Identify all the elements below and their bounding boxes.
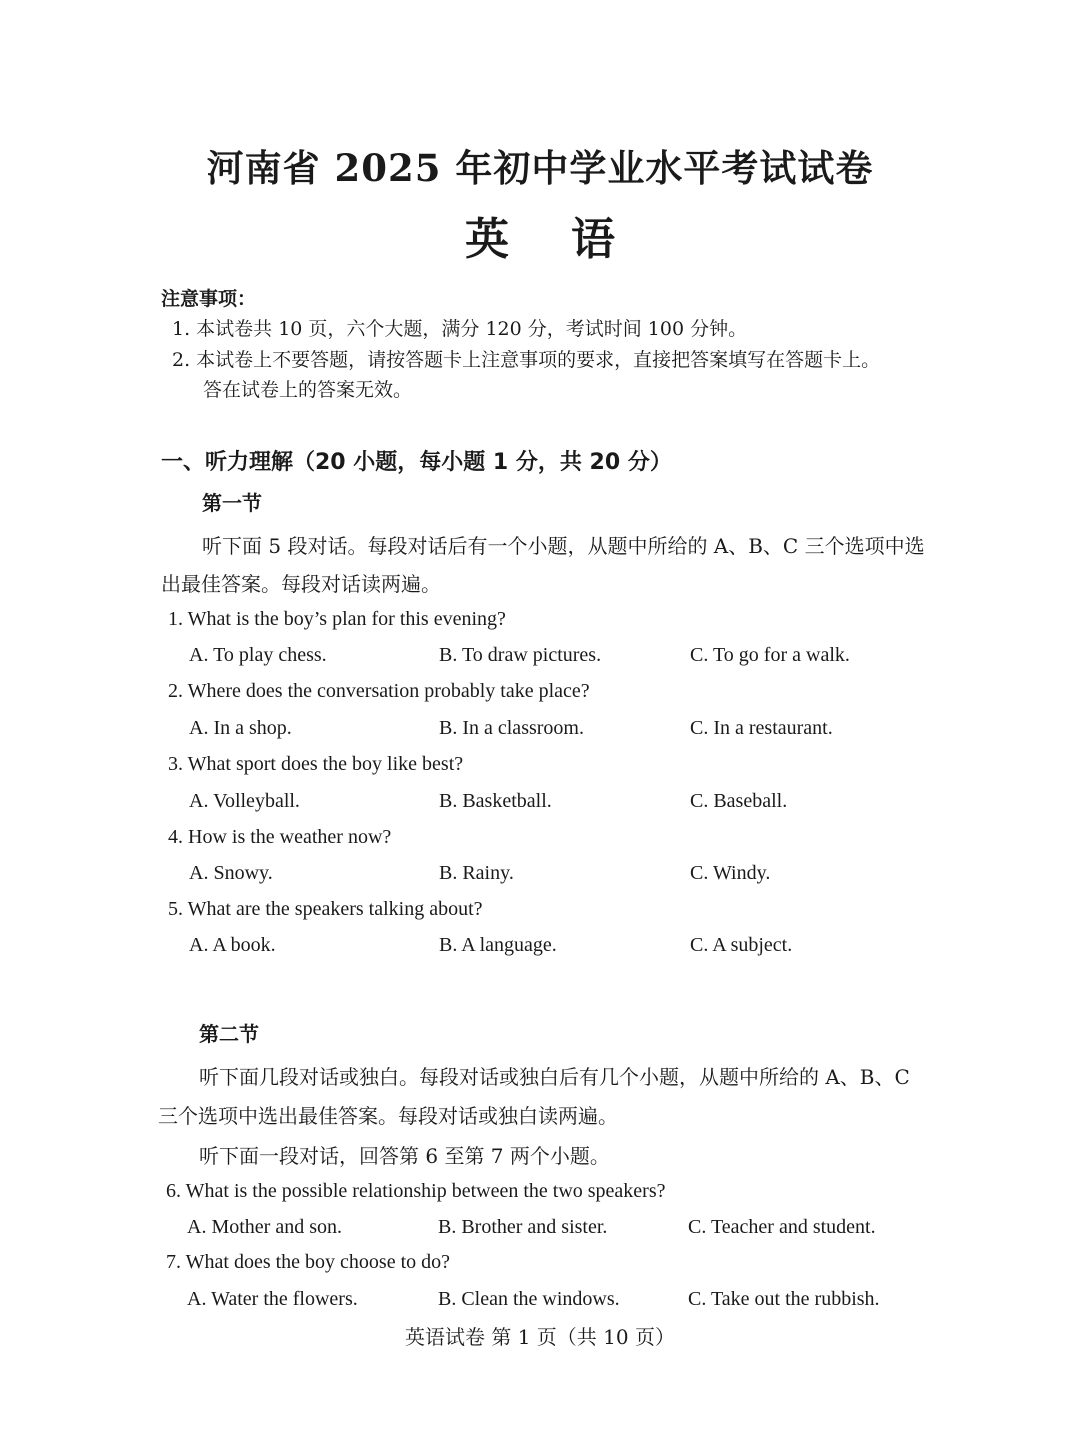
question-6: 6. What is the possible relationship between the two speakers? <box>166 1180 666 1202</box>
note-item-2-cont: 答在试卷上的答案无效。 <box>203 379 413 401</box>
section2-heading: 第二节 <box>199 1022 259 1046</box>
notes-heading: 注意事项： <box>161 288 257 310</box>
section2-instruction-line3: 听下面一段对话，回答第 6 至第 7 两个小题。 <box>199 1144 610 1168</box>
exam-title: 河南省 2025 年初中学业水平考试试卷 <box>206 146 874 190</box>
question-2: 2. Where does the conversation probably take place? <box>168 680 590 702</box>
section1-instruction-line1: 听下面 5 段对话。每段对话后有一个小题，从题中所给的 A、B、C 三个选项中选 <box>202 534 925 558</box>
question-5: 5. What are the speakers talking about? <box>168 898 483 920</box>
page-footer: 英语试卷 第 1 页（共 10 页） <box>405 1325 675 1349</box>
question-4-option-b: B. Rainy. <box>439 862 514 884</box>
question-3-option-b: B. Basketball. <box>439 790 552 812</box>
question-4-option-c: C. Windy. <box>690 862 771 884</box>
subject-title: 英语 <box>465 214 677 265</box>
section1-heading: 第一节 <box>202 491 262 515</box>
section1-instruction-line2: 出最佳答案。每段对话读两遍。 <box>161 572 441 596</box>
part1-heading: 一、听力理解（20 小题，每小题 1 分，共 20 分） <box>161 450 672 475</box>
question-3-option-a: A. Volleyball. <box>189 790 300 812</box>
question-1-option-b: B. To draw pictures. <box>439 644 602 666</box>
question-4: 4. How is the weather now? <box>168 826 392 848</box>
question-6-option-a: A. Mother and son. <box>187 1216 342 1238</box>
question-5-option-c: C. A subject. <box>690 934 793 956</box>
question-3-option-c: C. Baseball. <box>690 790 788 812</box>
question-2-option-a: A. In a shop. <box>189 717 292 739</box>
question-3: 3. What sport does the boy like best? <box>168 753 464 775</box>
question-6-option-c: C. Teacher and student. <box>688 1216 876 1238</box>
question-5-option-b: B. A language. <box>439 934 557 956</box>
question-7-option-c: C. Take out the rubbish. <box>688 1288 880 1310</box>
question-2-option-b: B. In a classroom. <box>439 717 584 739</box>
note-item-1: 1. 本试卷共 10 页，六个大题，满分 120 分，考试时间 100 分钟。 <box>172 318 748 340</box>
section2-instruction-line2: 三个选项中选出最佳答案。每段对话或独白读两遍。 <box>158 1104 618 1128</box>
question-1: 1. What is the boy’s plan for this evening? <box>168 608 506 630</box>
question-1-option-c: C. To go for a walk. <box>690 644 850 666</box>
question-6-option-b: B. Brother and sister. <box>438 1216 608 1238</box>
question-4-option-a: A. Snowy. <box>189 862 273 884</box>
question-7-option-b: B. Clean the windows. <box>438 1288 620 1310</box>
question-2-option-c: C. In a restaurant. <box>690 717 833 739</box>
question-7-option-a: A. Water the flowers. <box>187 1288 358 1310</box>
question-1-option-a: A. To play chess. <box>189 644 327 666</box>
section2-instruction-line1: 听下面几段对话或独白。每段对话或独白后有几个小题，从题中所给的 A、B、C <box>199 1065 910 1089</box>
question-7: 7. What does the boy choose to do? <box>166 1251 451 1273</box>
question-5-option-a: A. A book. <box>189 934 276 956</box>
note-item-2: 2. 本试卷上不要答题，请按答题卡上注意事项的要求，直接把答案填写在答题卡上。 <box>172 349 881 371</box>
